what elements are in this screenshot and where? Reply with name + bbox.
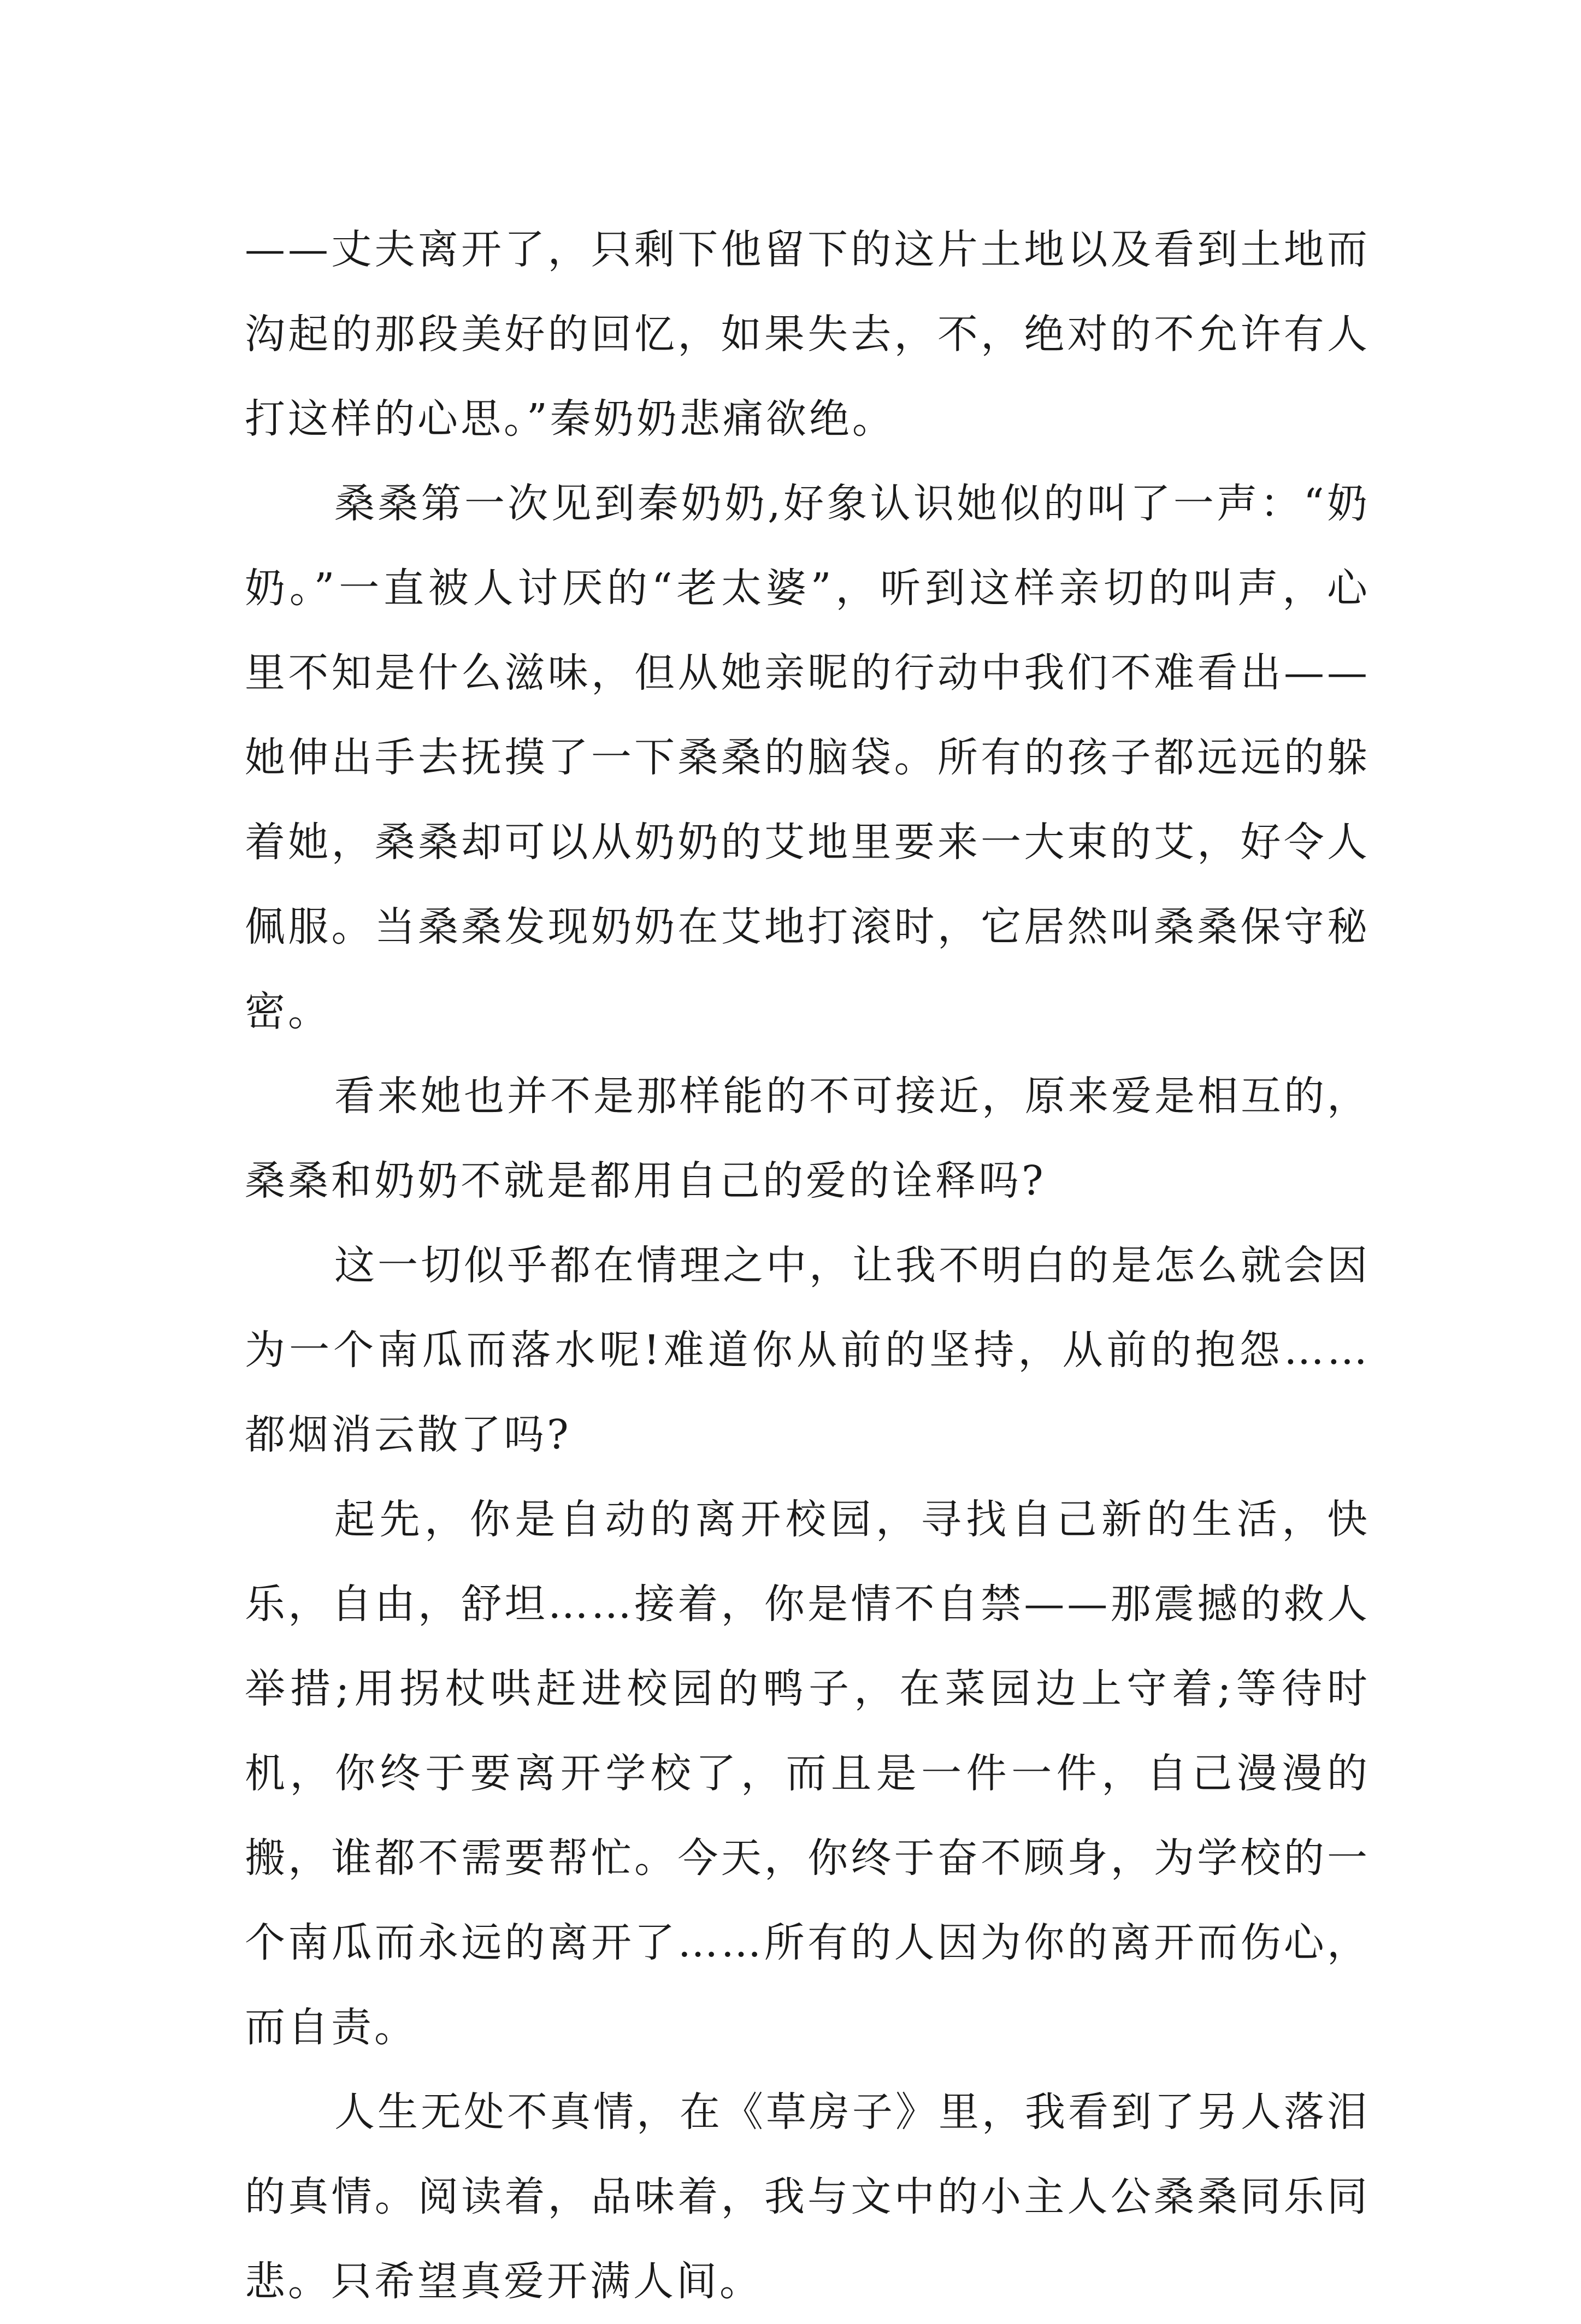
paragraph-1: ——丈夫离开了，只剩下他留下的这片土地以及看到土地而沟起的那段美好的回忆，如果失去，不，绝对的不允许有人打这样的心思。”秦奶奶悲痛欲绝。 bbox=[245, 226, 1370, 442]
paragraph-6: 人生无处不真情，在《草房子》里，我看到了另人落泪的真情。阅读着，品味着，我与文中的小主人公桑桑同乐同悲。只希望真爱开满人间。 bbox=[245, 2089, 1370, 2305]
document-body bbox=[245, 208, 1370, 2324]
paragraph-4: 这一切似乎都在情理之中，让我不明白的是怎么就会因为一个南瓜而落水呢!难道你从前的坚持，从前的抱怨……都烟消云散了吗? bbox=[245, 1242, 1370, 1458]
paragraph-2: 桑桑第一次见到秦奶奶,好象认识她似的叫了一声：“奶奶。”一直被人讨厌的“老太婆”，听到这样亲切的叫声，心里不知是什么滋味，但从她亲昵的行动中我们不难看出——她伸出手去抚摸了一下桑桑的脑袋。所有的孩子都远远的躲着她，桑桑却可以从奶奶的艾地里要来一大束的艾，好令人佩服。当桑桑发现奶奶在艾地打滚时，它居然叫桑桑保守秘密。 bbox=[245, 480, 1370, 1035]
paragraph-5: 起先，你是自动的离开校园，寻找自己新的生活，快乐，自由，舒坦……接着，你是情不自禁——那震撼的救人举措;用拐杖哄赶进校园的鸭子，在菜园边上守着;等待时机，你终于要离开学校了，而且是一件一件，自己漫漫的搬，谁都不需要帮忙。今天，你终于奋不顾身，为学校的一个南瓜而永远的离开了……所有的人因为你的离开而伤心，而自责。 bbox=[245, 1496, 1370, 2051]
paragraph-3: 看来她也并不是那样能的不可接近，原来爱是相互的，桑桑和奶奶不就是都用自己的爱的诠释吗? bbox=[245, 1073, 1370, 1204]
